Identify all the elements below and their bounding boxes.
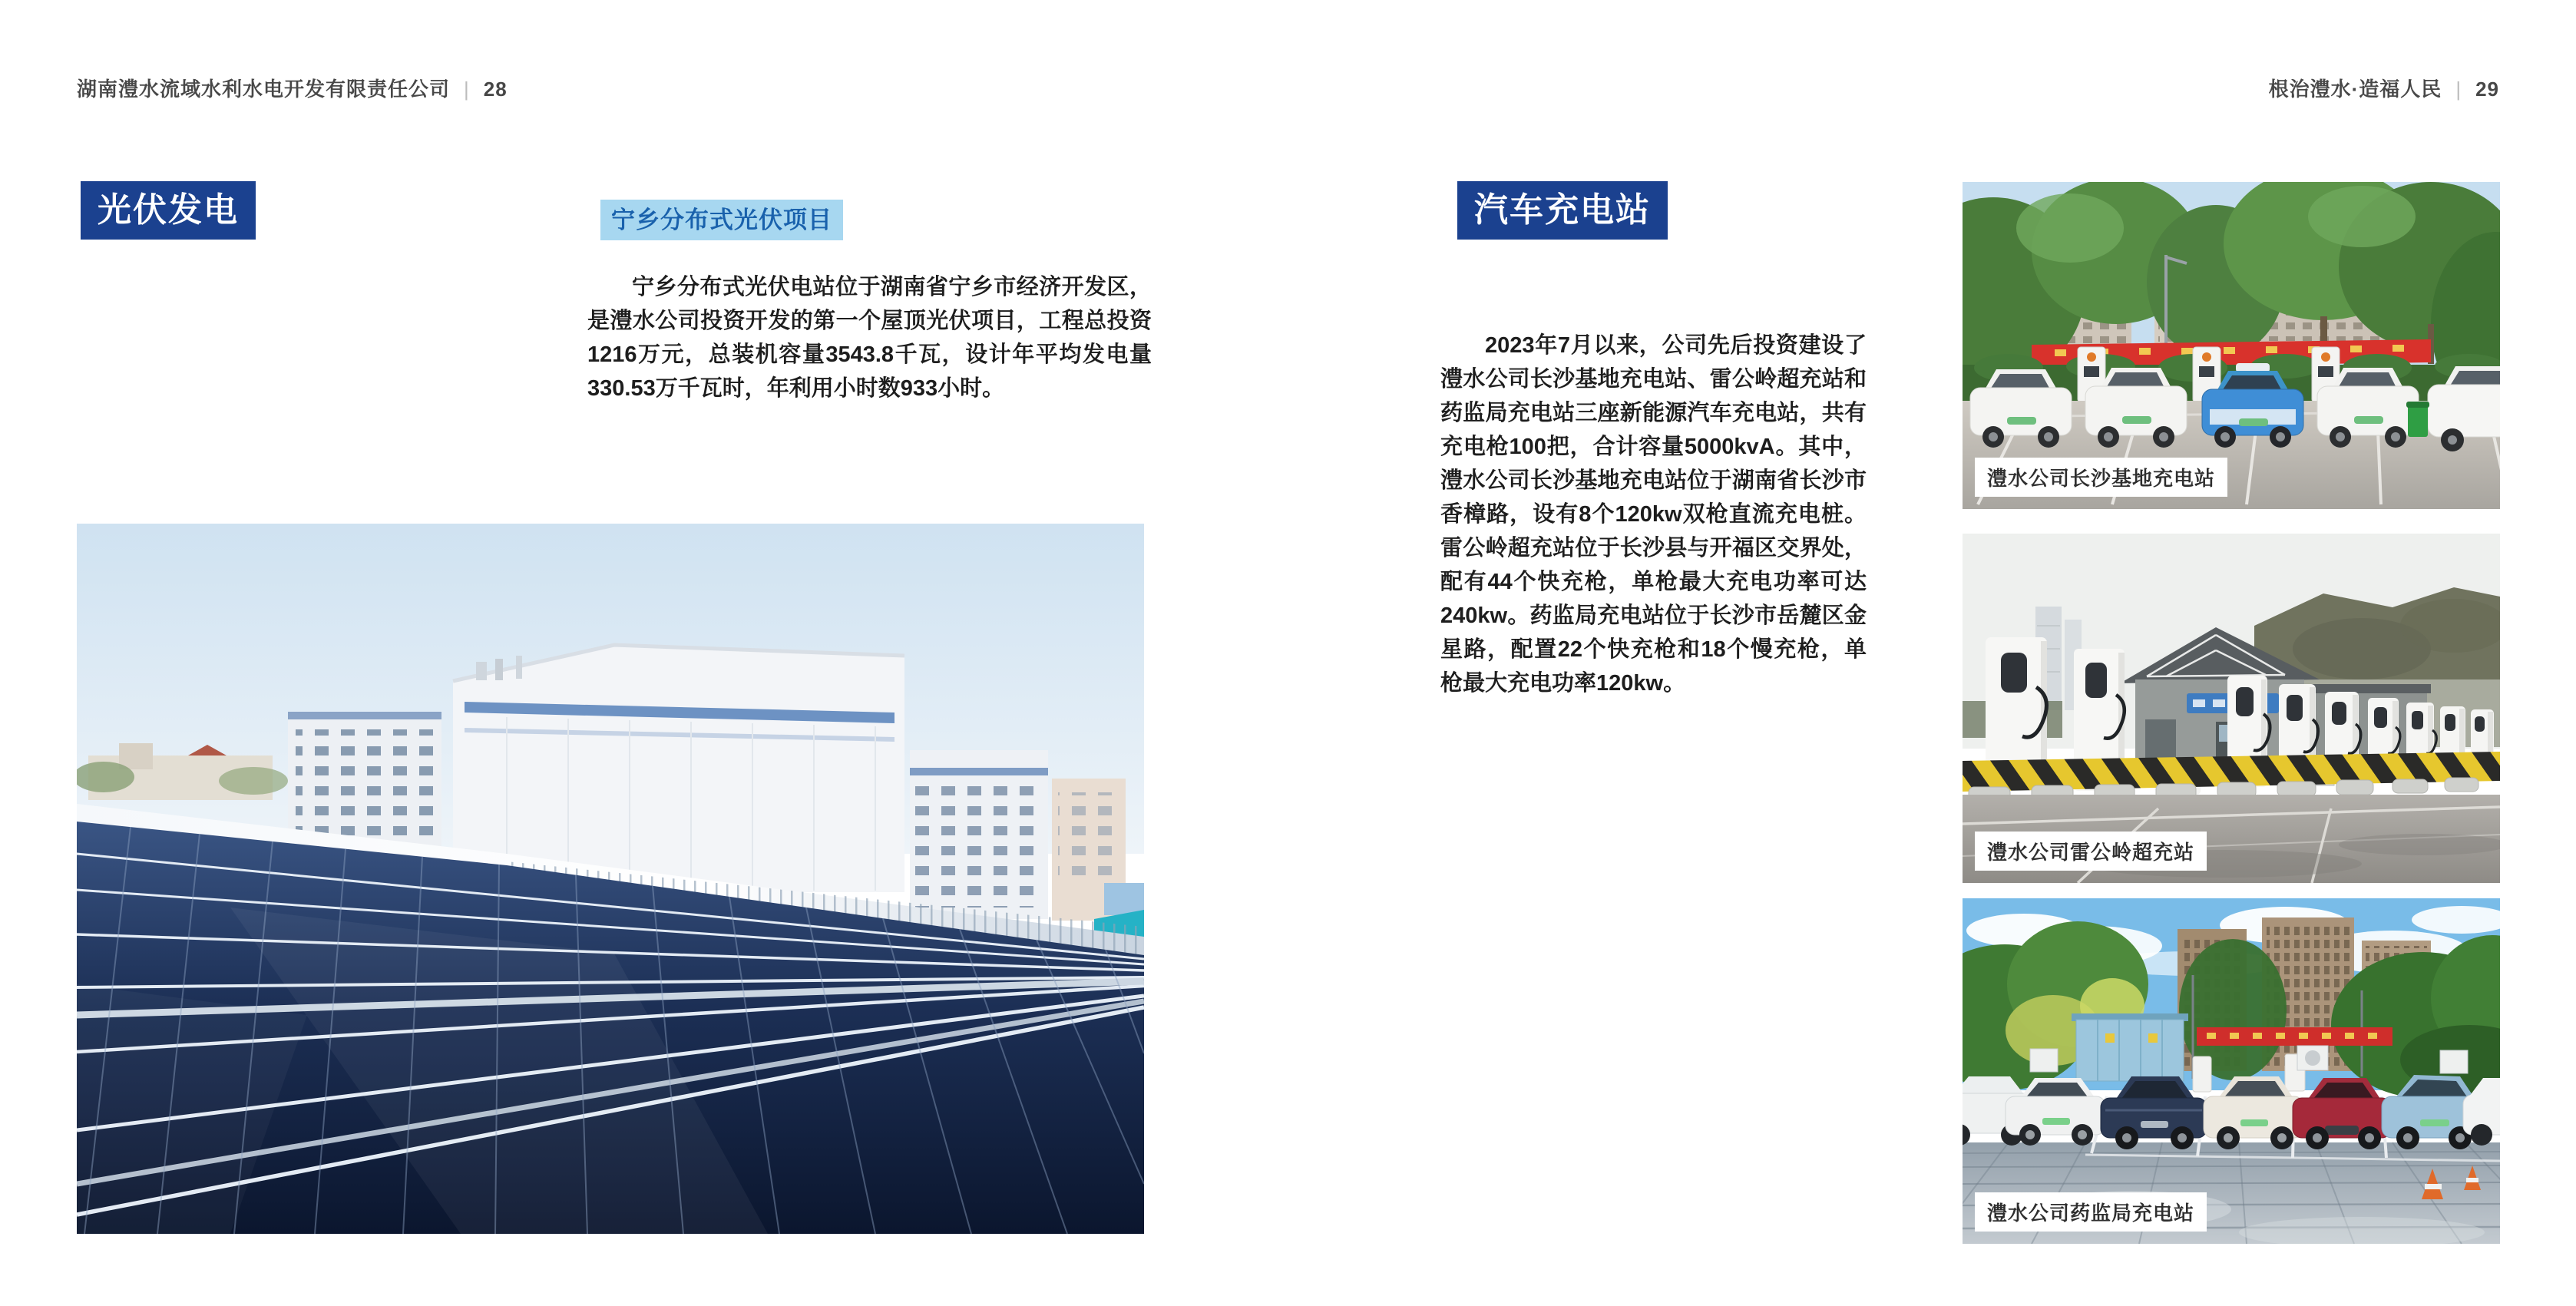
pv-paragraph: 宁乡分布式光伏电站位于湖南省宁乡市经济开发区，是澧水公司投资开发的第一个屋顶光伏项目，工程总投资1216万元，总装机容量3543.8千瓦，设计年平均发电量330.53万千瓦时，年利用小时数933小时。 xyxy=(587,275,1152,401)
header-left-separator: | xyxy=(464,78,470,101)
solar-panels-illustration xyxy=(77,524,1144,1234)
header-right-slogan: 根治澧水·造福人民 xyxy=(2268,78,2442,101)
header-left-page-number: 28 xyxy=(483,78,508,101)
photo-caption: 澧水公司长沙基地充电站 xyxy=(1975,458,2227,497)
pv-section-title: 光伏发电 xyxy=(81,181,256,240)
pv-rooftop-photo xyxy=(77,524,1144,1234)
photo-yaojianju-station xyxy=(1963,898,2500,1244)
charging-section-title: 汽车充电站 xyxy=(1457,181,1668,240)
photo-leigongling-station xyxy=(1963,534,2500,883)
header-right-separator: | xyxy=(2455,78,2462,101)
header-right-page-number: 29 xyxy=(2475,78,2499,101)
header-left-company: 湖南澧水流域水利水电开发有限责任公司 xyxy=(77,78,451,101)
photo-changsha-base-station xyxy=(1963,182,2500,509)
photo-caption: 澧水公司雷公岭超充站 xyxy=(1975,832,2207,871)
header-right xyxy=(2269,74,2499,102)
header-left xyxy=(77,74,508,102)
pv-project-label: 宁乡分布式光伏项目 xyxy=(600,200,843,240)
photo-caption: 澧水公司药监局充电站 xyxy=(1975,1192,2207,1232)
leigongling-station-illustration xyxy=(1963,534,2500,883)
charging-paragraph: 2023年7月以来，公司先后投资建设了澧水公司长沙基地充电站、雷公岭超充站和药监局充电站三座新能源汽车充电站，共有充电枪100把，合计容量5000kvA。其中，澧水公司长沙基地充电站位于湖南省长沙市香樟路，设有8个120kw双枪直流充电桩。雷公岭超充站位于长沙县与开福区交界处，配有44个快充枪，单枪最大充电功率可达240kw。药监局充电站位于长沙市岳麓区金星路，配置22个快充枪和18个慢充枪，单枪最大充电功率120kw。 xyxy=(1440,333,1867,696)
